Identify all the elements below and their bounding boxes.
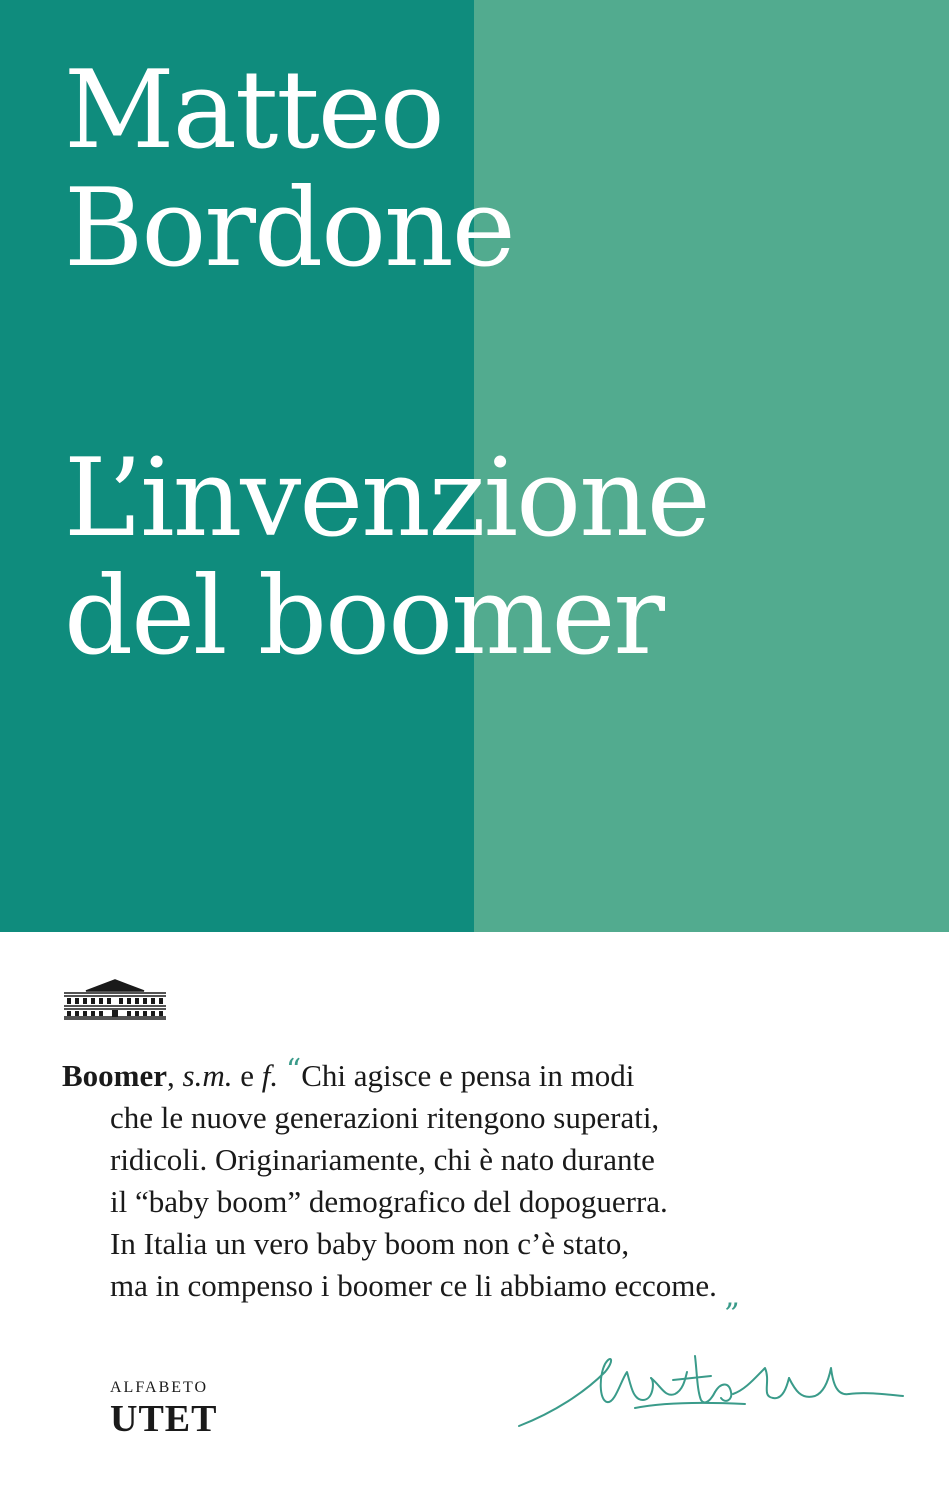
definition-grammar-masculine: s.m.: [182, 1058, 233, 1093]
definition-text-line-6: ma in compenso i boomer ce li abbiamo eccome.: [110, 1268, 717, 1303]
signature-icon: [515, 1342, 905, 1432]
publisher-logo: [110, 1378, 217, 1440]
definition-block: [62, 1050, 922, 1318]
author-last-name: Bordone: [64, 166, 514, 291]
definition-text-line-5: In Italia un vero baby boom non c’è stato,: [110, 1226, 630, 1261]
author-name: [64, 48, 514, 291]
book-title-line-2: del boomer: [64, 554, 664, 679]
publisher-series: ALFABETO: [110, 1379, 209, 1396]
definition-connector: e: [232, 1058, 262, 1093]
book-title: [64, 436, 709, 679]
publisher-name: UTET: [110, 1398, 218, 1440]
definition-text-line-4: il “baby boom” demografico del dopoguerra.: [110, 1184, 668, 1219]
definition-headword: Boomer: [62, 1058, 168, 1093]
definition-line-6: [62, 1265, 922, 1318]
open-quote-mark: “: [285, 1053, 302, 1088]
book-title-line-1: L’invenzione: [64, 436, 709, 561]
cover-bottom-panel: [0, 932, 949, 1500]
definition-text-line-2: che le nuove generazioni ritengono superati,: [110, 1100, 660, 1135]
definition-headword-punct: ,: [167, 1058, 175, 1093]
definition-text-line-3: ridicoli. Originariamente, chi è nato durante: [110, 1142, 655, 1177]
close-quote-mark: „: [724, 1279, 741, 1314]
definition-text-line-1: Chi agisce e pensa in modi: [301, 1058, 635, 1093]
author-first-name: Matteo: [64, 48, 443, 173]
definition-line-1: [62, 1050, 922, 1097]
building-icon: [62, 978, 168, 1020]
definition-grammar-feminine: f.: [261, 1058, 279, 1093]
